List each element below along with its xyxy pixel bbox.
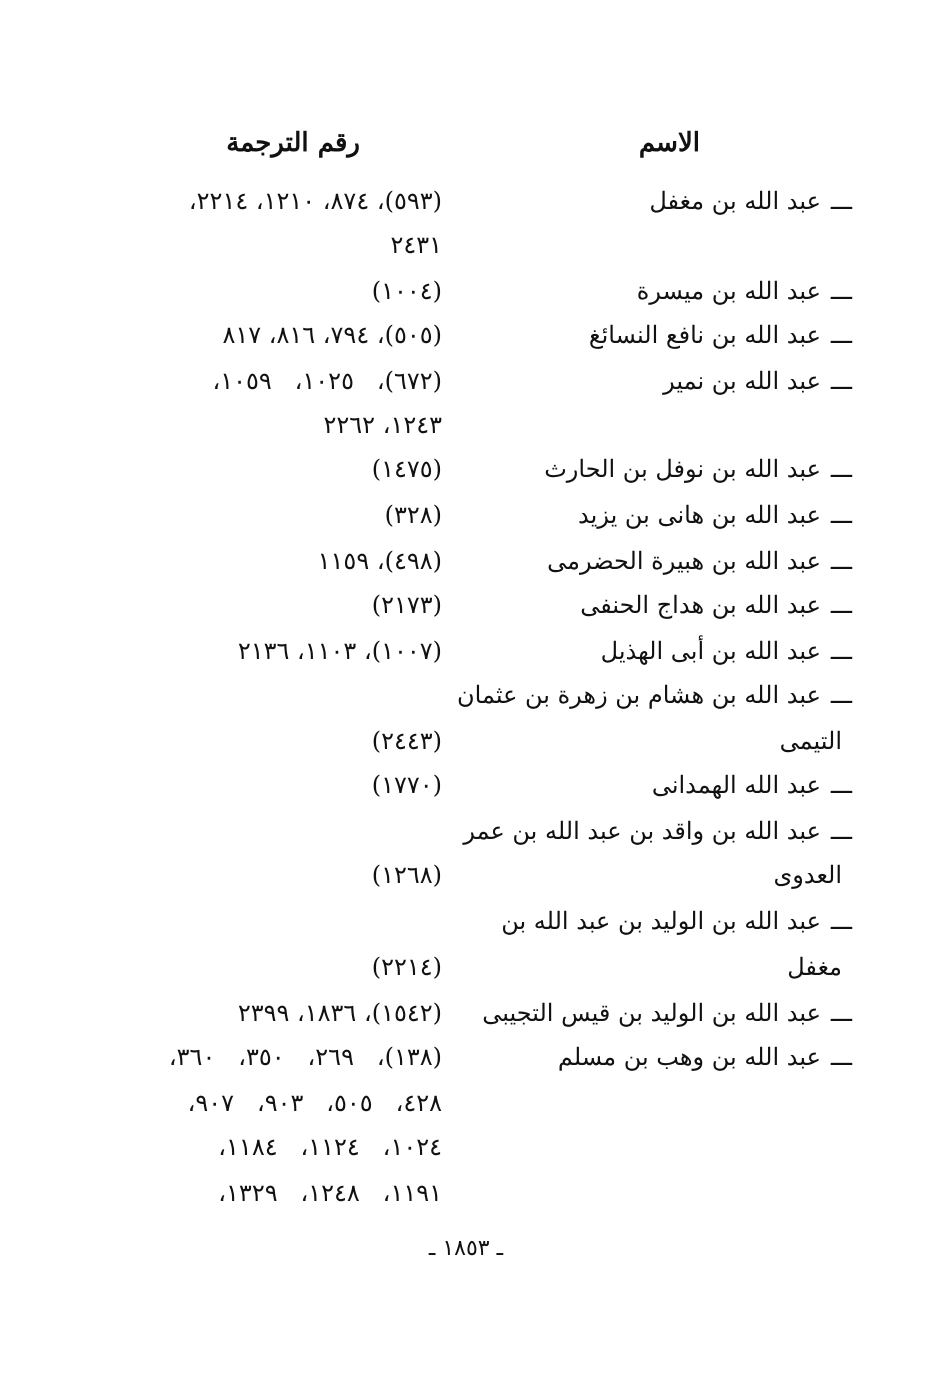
entry-numbers: (١٢٦٨) xyxy=(371,861,442,889)
entry-name-text: عبد الله بن الوليد بن عبد الله بن xyxy=(501,907,821,935)
entry-name xyxy=(462,268,852,314)
entry-numbers: ١٢٤٣، ٢٢٦٢ xyxy=(323,411,442,439)
entry-name-text: العدوى xyxy=(773,861,842,889)
index-row xyxy=(0,446,932,492)
index-row xyxy=(0,358,932,404)
index-row xyxy=(0,178,932,224)
index-row xyxy=(0,582,932,628)
entry-dash: ـــ xyxy=(830,455,852,483)
index-row xyxy=(0,538,932,584)
entry-name xyxy=(462,178,852,224)
entry-name-text: مغفل xyxy=(787,953,842,981)
index-row xyxy=(0,898,932,944)
entry-numbers: (٢٤٤٣) xyxy=(371,727,442,755)
entry-name xyxy=(457,672,852,718)
entry-dash: ـــ xyxy=(830,277,852,305)
column-header-entry-number: رقم الترجمة xyxy=(226,128,360,158)
entry-numbers: (١٠٠٧)، ١١٠٣، ٢١٣٦ xyxy=(237,637,442,665)
entry-dash: ـــ xyxy=(830,637,852,665)
entry-name xyxy=(462,944,852,990)
entry-name xyxy=(462,222,852,268)
index-row xyxy=(0,268,932,314)
entry-numbers: ١١٩١، ١٢٤٨، ١٣٢٩، xyxy=(218,1179,442,1207)
index-row xyxy=(0,628,932,674)
entry-dash: ـــ xyxy=(830,771,852,799)
page-number: ـ ١٨٥٣ ـ xyxy=(428,1236,504,1261)
entry-name xyxy=(462,718,852,764)
entry-dash: ـــ xyxy=(830,321,852,349)
entry-numbers: (٥٩٣)، ٨٧٤، ١٢١٠، ٢٢١٤، xyxy=(188,187,442,215)
entry-name-text: عبد الله بن الوليد بن قيس التجيبى xyxy=(482,999,821,1027)
index-row xyxy=(0,718,932,764)
entry-numbers: (١٥٤٢)، ١٨٣٦، ٢٣٩٩ xyxy=(237,999,442,1027)
entry-name xyxy=(462,762,852,808)
entry-name-text: عبد الله بن نافع النسائغ xyxy=(588,321,821,349)
entry-name-text: عبد الله بن هداج الحنفى xyxy=(580,591,821,619)
entry-dash: ـــ xyxy=(830,681,852,709)
entry-numbers: (٥٠٥)، ٧٩٤، ٨١٦، ٨١٧ xyxy=(222,321,442,349)
entry-numbers: (٢٢١٤) xyxy=(371,953,442,981)
entry-name xyxy=(462,1080,852,1126)
entry-numbers: (١٠٠٤) xyxy=(371,277,442,305)
entry-numbers: ٤٢٨، ٥٠٥، ٩٠٣، ٩٠٧، xyxy=(187,1089,442,1117)
entry-name xyxy=(462,1124,852,1170)
entry-name xyxy=(462,402,852,448)
entry-name-text: عبد الله بن نوفل بن الحارث xyxy=(544,455,821,483)
entry-dash: ـــ xyxy=(830,999,852,1027)
entry-dash: ـــ xyxy=(830,907,852,935)
index-row xyxy=(0,1124,932,1170)
entry-numbers: (٦٧٢)، ١٠٢٥، ١٠٥٩، xyxy=(212,367,442,395)
index-row xyxy=(0,990,932,1036)
entry-name xyxy=(462,852,852,898)
entry-name xyxy=(462,538,852,584)
entry-name-text: عبد الله الهمدانى xyxy=(651,771,821,799)
index-row xyxy=(0,852,932,898)
entry-name xyxy=(462,808,852,854)
entry-name xyxy=(462,582,852,628)
entry-dash: ـــ xyxy=(830,547,852,575)
entry-numbers: (١٣٨)، ٢٦٩، ٣٥٠، ٣٦٠، xyxy=(168,1043,442,1071)
entry-name-text: عبد الله بن هانى بن يزيد xyxy=(578,501,821,529)
entry-dash: ـــ xyxy=(830,817,852,845)
entry-name-text: عبد الله بن ميسرة xyxy=(636,277,821,305)
index-row xyxy=(0,1170,932,1216)
entry-name-text: عبد الله بن أبى الهذيل xyxy=(600,637,821,665)
entry-dash: ـــ xyxy=(830,1043,852,1071)
entry-name xyxy=(462,1034,852,1080)
entry-name xyxy=(462,492,852,538)
index-row xyxy=(0,402,932,448)
entry-name-text: عبد الله بن وهب بن مسلم xyxy=(557,1043,821,1071)
entry-name xyxy=(462,628,852,674)
entry-dash: ـــ xyxy=(830,501,852,529)
entry-numbers: ١٠٢٤، ١١٢٤، ١١٨٤، xyxy=(218,1133,442,1161)
entry-name-text: عبد الله بن هشام بن زهرة بن عثمان xyxy=(457,681,821,709)
entry-numbers: ٢٤٣١ xyxy=(390,231,442,259)
entry-name xyxy=(462,990,852,1036)
entry-name xyxy=(462,446,852,492)
entry-numbers: (٤٩٨)، ١١٥٩ xyxy=(317,547,442,575)
index-row xyxy=(0,762,932,808)
entry-numbers: (٣٢٨) xyxy=(384,501,442,529)
entry-name-text: عبد الله بن نمير xyxy=(663,367,821,395)
index-row xyxy=(0,808,932,854)
entry-name-text: التيمى xyxy=(779,727,842,755)
index-row xyxy=(0,672,932,718)
entry-numbers: (١٧٧٠) xyxy=(371,771,442,799)
column-header-name: الاسم xyxy=(638,128,700,158)
entry-dash: ـــ xyxy=(830,591,852,619)
entry-name xyxy=(462,358,852,404)
entry-name-text: عبد الله بن مغفل xyxy=(649,187,821,215)
entry-name xyxy=(462,1170,852,1216)
entry-name-text: عبد الله بن واقد بن عبد الله بن عمر xyxy=(463,817,821,845)
index-row xyxy=(0,492,932,538)
index-row xyxy=(0,1080,932,1126)
entry-dash: ـــ xyxy=(830,187,852,215)
index-row xyxy=(0,944,932,990)
entry-numbers: (١٤٧٥) xyxy=(371,455,442,483)
entry-dash: ـــ xyxy=(830,367,852,395)
entry-name-text: عبد الله بن هبيرة الحضرمى xyxy=(547,547,821,575)
index-row xyxy=(0,222,932,268)
index-row xyxy=(0,312,932,358)
entry-name xyxy=(462,898,852,944)
index-row xyxy=(0,1034,932,1080)
entry-name xyxy=(462,312,852,358)
entry-numbers: (٢١٧٣) xyxy=(371,591,442,619)
